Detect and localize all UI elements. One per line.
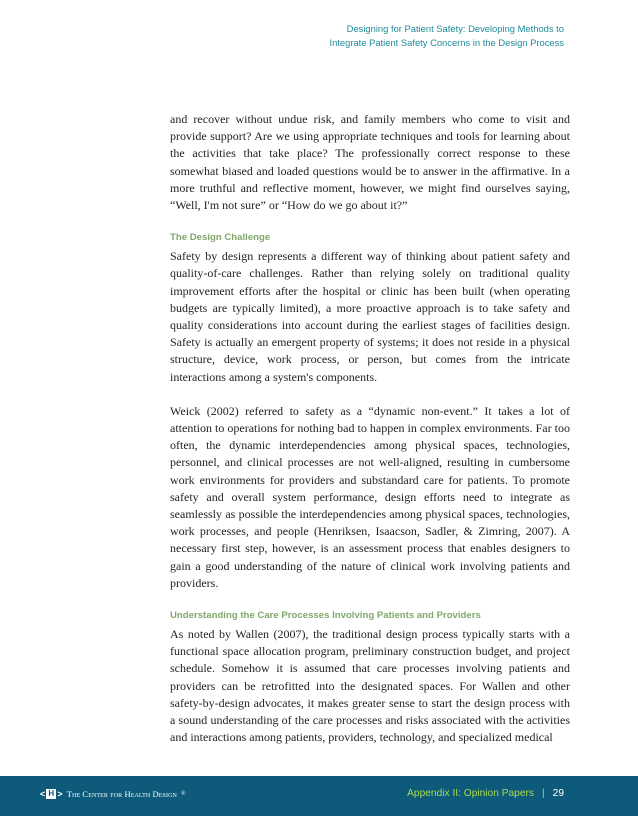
care-processes-paragraph: As noted by Wallen (2007), the traditional design process typically starts with a functional space allocation program, preliminary construction budget, and project schedule. Somehow it is assumed that care processes involving patients and providers can be retrofitted into the designated spaces. For Wallen and other safety-by-design advocates, it makes greater sense to start the design process with a sound understanding of the care processes and risks associated with the activities and interactions among patients, providers, technology, and specialized medical bbox=[170, 627, 570, 745]
design-challenge-paragraph-2: Weick (2002) referred to safety as a “dynamic non-event.” It takes a lot of attention to operations for nothing bad to happen in complex environments. Far too often, the dynamic interdependencies among physical spaces, technologies, personnel, and clinical processes are not well-aligned, resulting in cumbersome work environments for providers and substandard care for patients. To promote safety and overall system performance, design efforts need to integrate as seamlessly as possible the interdependencies among physical spaces, technologies, work processes, and people (Henriksen, Isaacson, Sadler, & Zimring, 2007). A necessary first step, however, is an assessment process that enables designers to gain a good understanding of the nature of clinical work involving patients and providers. bbox=[170, 403, 570, 590]
footer-separator: | bbox=[542, 788, 545, 799]
footer-bar bbox=[0, 776, 638, 816]
logo-trademark: ® bbox=[180, 791, 186, 797]
logo-mark-icon: < H > bbox=[40, 789, 63, 799]
logo-text: The Center for Health Design bbox=[66, 789, 177, 799]
running-header-line-1: Designing for Patient Safety: Developing Methods to bbox=[346, 23, 564, 34]
section-heading-care-processes: Understanding the Care Processes Involving Patients and Providers bbox=[170, 610, 481, 622]
center-for-health-design-logo bbox=[40, 789, 186, 799]
page-number: 29 bbox=[552, 788, 564, 799]
footer-page-info bbox=[407, 788, 564, 799]
design-challenge-paragraph-1: Safety by design represents a different way of thinking about patient safety and quality-of-care challenges. Rather than relying solely on traditional quality improvement efforts after the hospital or clinic has been built (when operating budgets are typically limited), a more proactive approach is to take safety and quality considerations into account during the earliest stages of facilities design. Safety is actually an emergent property of systems; it does not reside in a physical structure, device, work process, or person, but comes from the intricate interactions among a system's components. bbox=[170, 249, 570, 384]
main-content bbox=[170, 111, 570, 764]
footer-section-label: Appendix II: Opinion Papers bbox=[407, 788, 534, 799]
running-header bbox=[329, 22, 564, 50]
intro-paragraph: and recover without undue risk, and family members who come to visit and provide support? Are we using appropriate techniques and tools for learning about the activities that take place? The professionally correct response to these somewhat biased and loaded questions would be to answer in the affirmative. In a more truthful and reflective moment, however, we might find ourselves saying, “Well, I'm not sure” or “How do we go about it?” bbox=[170, 112, 570, 213]
running-header-line-2: Integrate Patient Safety Concerns in the Design Process bbox=[329, 37, 564, 48]
section-heading-design-challenge: The Design Challenge bbox=[170, 232, 271, 244]
